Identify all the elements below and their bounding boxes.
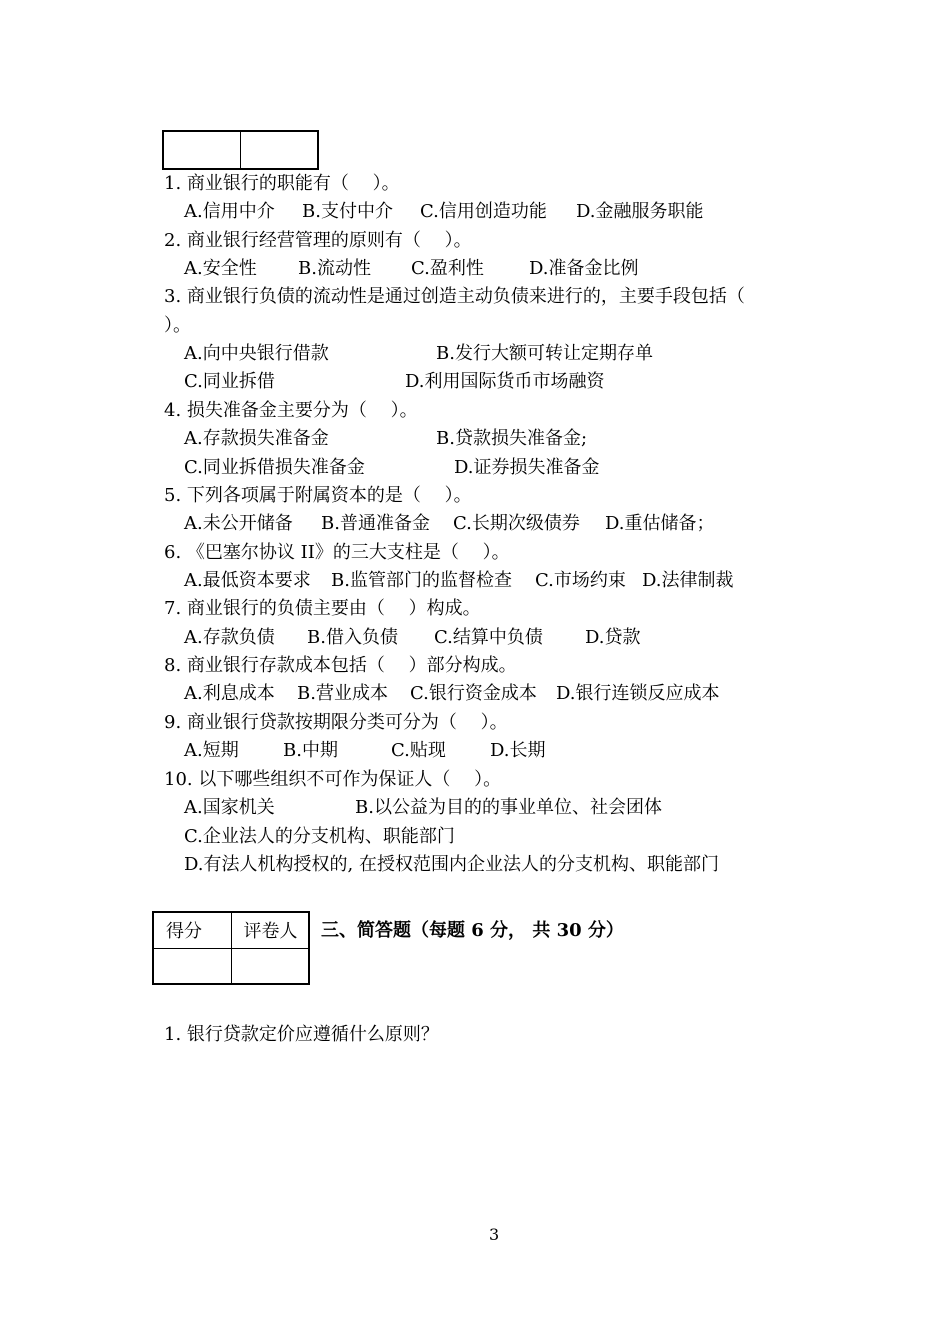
option-c: C.企业法人的分支机构、职能部门 [184,826,455,847]
option-c: C.市场约束 [535,570,626,591]
question-2: 2. 商业银行经营管理的原则有（ ）。 [164,230,472,251]
score-cell [163,131,241,169]
option-b: B.以公益为目的的事业单位、社会团体 [355,797,662,818]
score-cell [153,948,231,984]
option-c: C.同业拆借损失准备金 [184,457,365,478]
option-a: A.利息成本 [184,683,275,704]
option-b: B.贷款损失准备金; [436,428,588,449]
option-a: A.存款损失准备金 [184,428,329,449]
option-c: C.银行资金成本 [410,683,537,704]
option-d: D.金融服务职能 [576,201,704,222]
option-d: D.长期 [490,740,546,761]
option-d: D.银行连锁反应成本 [556,683,720,704]
option-d: D.法律制裁 [642,570,734,591]
question-10: 10. 以下哪些组织不可作为保证人（ ）。 [164,769,502,790]
short-answer-question-1: 1. 银行贷款定价应遵循什么原则？ [164,1024,439,1045]
option-b: B.流动性 [298,258,371,279]
option-c: C.结算中负债 [434,627,543,648]
option-b: B.中期 [283,740,338,761]
option-d: D.贷款 [585,627,641,648]
question-9: 9. 商业银行贷款按期限分类可分为（ ）。 [164,712,508,733]
option-b: B.支付中介 [302,201,393,222]
option-c: C.信用创造功能 [420,201,547,222]
option-d: D.利用国际货币市场融资 [405,371,605,392]
option-c: C.贴现 [391,740,446,761]
option-b: B.普通准备金 [321,513,430,534]
option-a: A.国家机关 [184,797,275,818]
question-8: 8. 商业银行存款成本包括（ ）部分构成。 [164,655,517,676]
option-c: C.盈利性 [411,258,484,279]
score-box-top [162,130,319,170]
option-a: A.信用中介 [184,201,275,222]
section-3-title: 三、简答题（每题 6 分， 共 30 分） [321,920,624,941]
option-a: A.存款负债 [184,627,275,648]
option-a: A.向中央银行借款 [184,343,329,364]
option-b: B.监管部门的监督检查 [331,570,512,591]
grader-label: 评卷人 [231,912,309,948]
option-c: C.长期次级债券 [453,513,580,534]
score-label: 得分 [153,912,231,948]
question-6: 6. 《巴塞尔协议 II》的三大支柱是（ ）。 [164,542,510,563]
grader-cell [241,131,319,169]
option-c: C.同业拆借 [184,371,275,392]
option-d: D.准备金比例 [529,258,639,279]
option-d: D.重估储备； [605,513,715,534]
option-a: A.未公开储备 [184,513,293,534]
question-3: 3. 商业银行负债的流动性是通过创造主动负债来进行的，主要手段包括（ [164,286,745,307]
question-5: 5. 下列各项属于附属资本的是（ ）。 [164,485,472,506]
option-b: B.营业成本 [297,683,388,704]
grader-cell [231,948,309,984]
page-number: 3 [489,1225,500,1244]
option-a: A.安全性 [184,258,257,279]
option-b: B.借入负债 [307,627,398,648]
question-7: 7. 商业银行的负债主要由（ ）构成。 [164,598,481,619]
option-a: A.最低资本要求 [184,570,311,591]
score-box-section-3 [152,911,310,985]
option-a: A.短期 [184,740,239,761]
question-1: 1. 商业银行的职能有（ ）。 [164,173,400,194]
question-3-cont: ）。 [164,315,191,336]
option-d: D.证券损失准备金 [454,457,600,478]
option-b: B.发行大额可转让定期存单 [436,343,653,364]
option-d: D.有法人机构授权的, 在授权范围内企业法人的分支机构、职能部门 [184,854,719,875]
question-4: 4. 损失准备金主要分为（ ）。 [164,400,418,421]
